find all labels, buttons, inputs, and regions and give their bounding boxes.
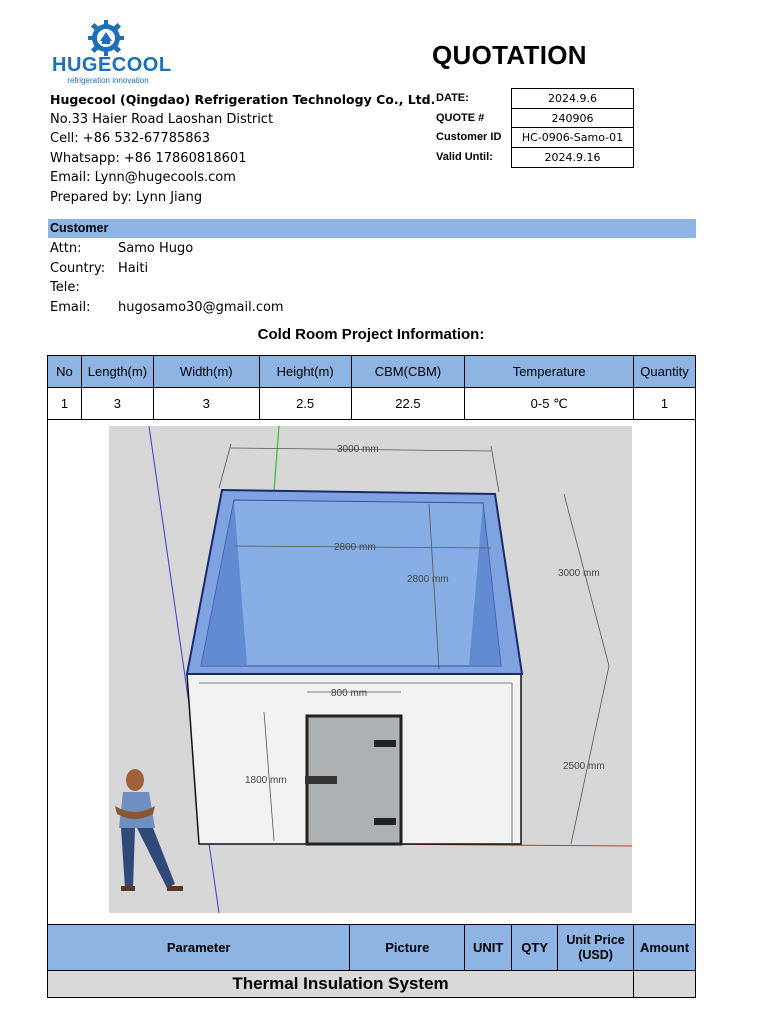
company-email: Email: Lynn@hugecools.com xyxy=(50,170,236,186)
country-value: Haiti xyxy=(118,260,149,276)
col-header-qty: QTY xyxy=(512,925,558,971)
country-label: Country: xyxy=(50,260,106,276)
door-hinge xyxy=(374,740,396,747)
section-title: Thermal Insulation System xyxy=(48,971,634,998)
valid-until-label: Valid Until: xyxy=(436,150,493,163)
attn-label: Attn: xyxy=(50,241,82,256)
col-header-width: Width(m) xyxy=(153,356,259,388)
attn-value: Samo Hugo xyxy=(118,241,194,256)
gear-logo-icon xyxy=(88,20,124,56)
table-row xyxy=(48,388,696,420)
cell-quantity: 1 xyxy=(634,388,696,420)
logo-wordmark: HUGECOOL xyxy=(52,54,172,76)
quote-number-value: 240906 xyxy=(512,109,633,129)
company-address: No.33 Haier Road Laoshan District xyxy=(50,111,274,127)
company-info xyxy=(50,90,435,208)
customer-values xyxy=(118,239,284,317)
quote-meta-labels xyxy=(436,89,501,167)
roof-inner xyxy=(201,500,501,666)
cell-cbm: 22.5 xyxy=(351,388,465,420)
date-value: 2024.9.6 xyxy=(512,89,633,109)
dim-label-width: 3000 mm xyxy=(337,444,379,455)
company-cell: Cell: +86 532-67785863 xyxy=(50,131,211,147)
door-handle xyxy=(305,776,337,784)
customer-id-value: HC-0906-Samo-01 xyxy=(512,128,633,148)
customer-email-value: hugosamo30@gmail.com xyxy=(118,299,284,315)
section-row-thermal-insulation xyxy=(48,971,696,998)
cell-length: 3 xyxy=(81,388,153,420)
parameter-table xyxy=(47,924,696,998)
cell-temperature: 0-5 ℃ xyxy=(465,388,634,420)
dim-label-door-width: 800 mm xyxy=(331,688,368,699)
col-header-picture: Picture xyxy=(350,925,465,971)
tele-value xyxy=(118,278,284,298)
prepared-by: Prepared by: Lynn Jiang xyxy=(50,189,203,205)
project-title: Cold Room Project Information: xyxy=(257,326,485,343)
col-header-quantity: Quantity xyxy=(634,356,696,388)
col-header-no: No xyxy=(48,356,82,388)
logo-tagline: refrigeration innovation xyxy=(67,76,149,85)
company-logo xyxy=(52,20,172,85)
customer-id-label: Customer ID xyxy=(436,131,502,143)
col-header-unit: UNIT xyxy=(465,925,512,971)
cell-width: 3 xyxy=(153,388,259,420)
cell-height: 2.5 xyxy=(259,388,351,420)
section-amount-cell xyxy=(634,971,696,998)
col-header-height: Height(m) xyxy=(259,356,351,388)
tele-label: Tele: xyxy=(50,280,80,296)
quote-meta-values xyxy=(511,88,634,168)
document-title: QUOTATION xyxy=(432,40,587,70)
col-header-cbm: CBM(CBM) xyxy=(351,356,465,388)
dim-label-inner-depth: 2800 mm xyxy=(407,574,449,585)
company-whatsapp: Whatsapp: +86 17860818601 xyxy=(50,150,247,166)
dim-label-door-height: 1800 mm xyxy=(245,775,287,786)
col-header-length: Length(m) xyxy=(81,356,153,388)
valid-until-value: 2024.9.16 xyxy=(544,150,601,164)
col-header-parameter: Parameter xyxy=(48,925,350,971)
customer-labels xyxy=(50,239,105,317)
project-info-table xyxy=(47,355,696,420)
col-header-temperature: Temperature xyxy=(465,356,634,388)
dim-label-height: 2500 mm xyxy=(563,761,605,772)
parameter-header-row xyxy=(48,925,696,971)
col-header-unit-price: Unit Price (USD) xyxy=(558,925,634,971)
dim-label-inner-width: 2800 mm xyxy=(334,542,376,553)
project-header-row xyxy=(48,356,696,388)
cold-room-drawing xyxy=(109,426,632,913)
cell-no: 1 xyxy=(48,388,82,420)
dim-label-depth: 3000 mm xyxy=(558,568,600,579)
customer-section-header: Customer xyxy=(48,219,696,238)
date-label: DATE: xyxy=(436,92,469,104)
col-header-amount: Amount xyxy=(634,925,696,971)
quote-number-label: QUOTE # xyxy=(436,111,485,124)
email-label: Email: xyxy=(50,299,91,315)
door-hinge xyxy=(374,818,396,825)
company-name: Hugecool (Qingdao) Refrigeration Technology Co., Ltd. xyxy=(50,92,436,107)
